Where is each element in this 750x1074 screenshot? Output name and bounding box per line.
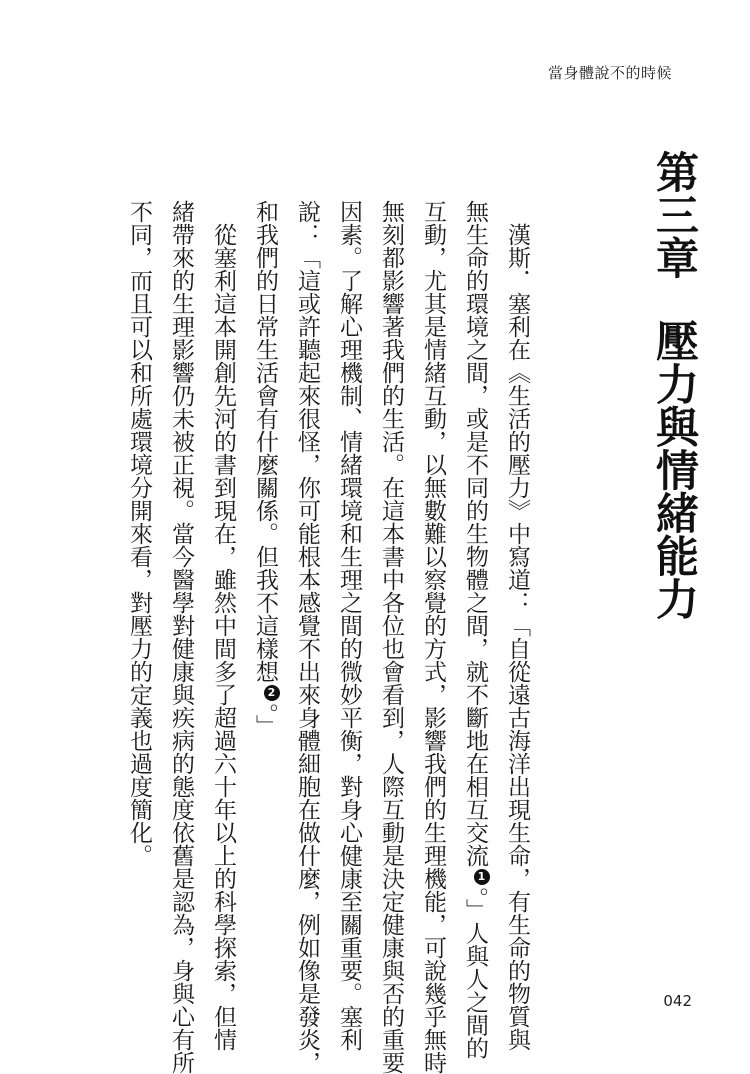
footnote-marker: 2	[264, 685, 280, 701]
body-column: 緒帶來的生理影響仍未被正視。當今醫學對健康與疾病的態度依舊是認為，身與心有所	[168, 200, 194, 1074]
chapter-heading	[648, 150, 700, 620]
chapter-title: 壓力與情緒能力	[649, 319, 699, 620]
body-column: 說：「這或許聽起來很怪，你可能根本感覺不出來身體細胞在做什麼，例如像是發炎，	[294, 200, 320, 1074]
body-column-text: 。」	[252, 703, 278, 738]
body-column	[454, 200, 496, 1060]
body-column	[244, 200, 286, 1020]
body-column: 無刻都影響著我們的生活。在這本書中各位也會看到，人際互動是決定健康與否的重要	[378, 200, 404, 1074]
footnote-marker: 1	[474, 869, 490, 885]
chapter-number: 第三章	[649, 150, 699, 279]
body-column: 不同，而且可以和所處環境分開來看，對壓力的定義也過度簡化。	[126, 200, 152, 867]
body-column: 從塞利這本開創先河的書到現在，雖然中間多了超過六十年以上的科學探索，但情	[210, 200, 236, 1051]
body-column: 漢斯．塞利在《生活的壓力》中寫道：「自從遠古海洋出現生命，有生命的物質與	[504, 200, 530, 1051]
body-column-text: 無生命的環境之間，或是不同的生物體之間，就不斷地在相互交流	[462, 200, 488, 867]
running-header: 當身體說不的時候	[547, 64, 672, 82]
body-column-text: 和我們的日常生活會有什麼關係。但我不這樣想	[252, 200, 278, 683]
body-text	[118, 200, 538, 1074]
body-column: 互動，尤其是情緒互動，以無數難以察覺的方式，影響我們的生理機能，可說幾乎無時	[420, 200, 446, 1074]
body-column: 因素。了解心理機制、情緒環境和生理之間的微妙平衡，對身心健康至關重要。塞利	[336, 200, 362, 1051]
page-number: 042	[663, 992, 692, 1010]
body-column-text: 。」人與人之間的	[462, 887, 488, 1060]
